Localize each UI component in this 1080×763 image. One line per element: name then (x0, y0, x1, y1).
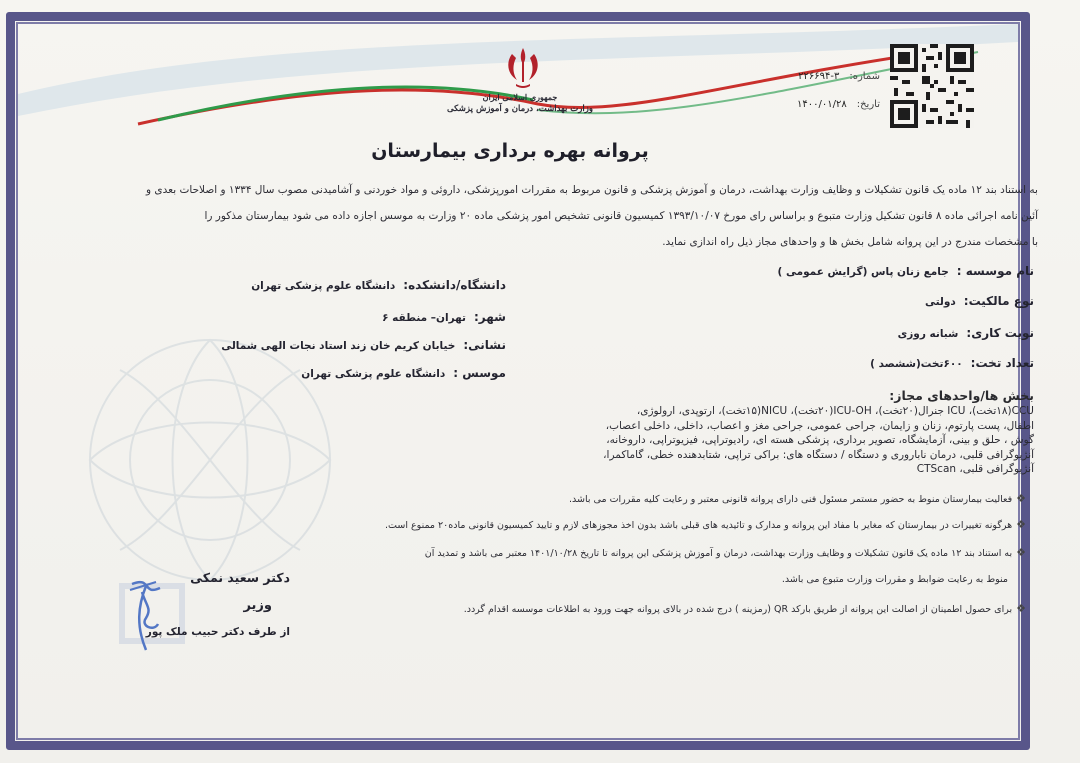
country-name: جمهوری اسلامی ایران (482, 92, 558, 102)
note-1 (569, 492, 1026, 505)
number-row (780, 66, 880, 94)
wards-line-5: آنژیوگرافی قلبی، CTScan (916, 463, 1034, 475)
note-3-continuation: منوط به رعایت ضوابط و مقررات وزارت متبوع می باشد. (781, 574, 1008, 585)
note-3-text: به استناد بند ۱۲ ماده یک قانون تشکیلات و وظایف وزارت بهداشت، درمان و آموزش پزشکی این پروانه تا تاریخ ۱۴۰۱/۱۰/۲۸ معتبر می باشد و تمدید آن (424, 548, 1013, 559)
founder-label: موسس : (453, 366, 506, 380)
wards-line-3: گوش ، حلق و بینی، آزمایشگاه، تصویر برداری، پزشکی هسته ای، رادیوتراپی، فیزیوتراپی، داروخانه، (606, 434, 1034, 446)
bullet-icon: ❖ (1016, 602, 1026, 615)
ministry-title: وزارت بهداشت، درمان و آموزش پزشکی (447, 104, 593, 114)
note-4 (464, 602, 1026, 615)
signature-stamp-icon (112, 566, 192, 656)
wards-line-1: CCU(۱۸تخت)، ICU جنرال(۲۰تخت)، ICU-OH(۲۰تخت)، NICU(۱۵تخت)، ارتوپدی، ارولوژی، (636, 405, 1034, 417)
address-label: نشانی: (463, 338, 506, 352)
shift-label: نوبت کاری: (966, 326, 1034, 340)
ownership-field (925, 294, 1034, 308)
qr-code-icon[interactable] (890, 44, 974, 128)
wards-line-4: آنژیوگرافی قلبی، درمان ناباروری و دستگاه / دستگاه های: براکی تراپی، شتابدهنده خطی، گاماکمرا، (603, 448, 1034, 461)
document-title: پروانه بهره برداری بیمارستان (371, 140, 649, 162)
city-label: شهر: (474, 310, 506, 324)
signer-name: دکتر سعید نمکی (190, 570, 290, 585)
ownership-value: دولتی (924, 296, 956, 308)
city-value: تهران– منطقه ۶ (382, 312, 466, 324)
wards-line-2: اطفال، پست پارتوم، زنان و زایمان، جراحی عمومی، جراحی مغز و اعصاب، داخلی، داخلی اعصاب، (605, 419, 1034, 432)
shift-field (898, 326, 1034, 340)
signer-role: وزیر (243, 598, 272, 613)
intro-line-3: با مشخصات مندرج در این پروانه شامل بخش ها و واحدهای مجاز ذیل راه اندازی نماید. (662, 236, 1038, 248)
founder-value: دانشگاه علوم پزشکی تهران (301, 368, 446, 380)
university-label: دانشگاه/دانشکده: (403, 278, 506, 292)
note-2 (385, 518, 1026, 531)
note-1-text: فعالیت بیمارستان منوط به حضور مستمر مسئول فنی دارای پروانه قانونی معتبر و رعایت کلیه مقررات می باشد. (569, 494, 1013, 505)
wards-title: بخش ها/واحدهای مجاز: (889, 388, 1034, 403)
ownership-label: نوع مالکیت: (963, 294, 1034, 308)
beds-label: تعداد تخت: (970, 356, 1034, 370)
address-field (221, 338, 506, 352)
number-label: شماره: (849, 71, 880, 82)
bullet-icon: ❖ (1016, 546, 1026, 559)
shift-value: شبانه روزی (897, 328, 959, 340)
ministry-name (445, 92, 595, 114)
beds-field (870, 356, 1034, 370)
beds-value: ۶۰۰تخت(ششصد ) (870, 358, 963, 370)
intro-line-2: آئین نامه اجرائی ماده ۸ قانون تشکیل وزارت متبوع و براساس رای مورخ ۱۳۹۳/۱۰/۰۷ کمیسیون قانونی تشخیص امور پزشکی ماده ۲۰ وزارت به موسس اجازه داده می شود بیمارستان مذکور را (204, 210, 1038, 222)
intro-line-1: به استناد بند ۱۲ ماده یک قانون تشکیلات و وظایف وزارت بهداشت، درمان و آموزش پزشکی و قانون مربوط به مقررات امورپزشکی، داروئی و مواد خوردنی و آشامیدنی مصوب سال ۱۳۳۴ و اصلاحات بعدی و (146, 184, 1038, 196)
institution-value: جامع زنان پاس (گرایش عمومی ) (777, 266, 949, 278)
note-3 (425, 546, 1026, 559)
iran-emblem-icon (500, 44, 546, 90)
bullet-icon: ❖ (1016, 518, 1026, 531)
document-meta (780, 66, 880, 122)
date-value: ۱۴۰۰/۰۱/۲۸ (797, 99, 847, 110)
note-2-text: هرگونه تغییرات در بیمارستان که مغایر با مفاد این پروانه و مدارک و تائیدیه های قبلی باشد بدون اخذ مجوزهای لازم و تایید کمیسیون قانونی ماده۲۰ ممنوع است. (385, 520, 1013, 531)
founder-field (301, 366, 506, 380)
note-4-text: برای حصول اطمینان از اصالت این پروانه از طریق بارکد QR (رمزینه ) درج شده در بالای پروانه جهت ورود به اطلاعات موسسه اقدام گردد. (463, 604, 1013, 615)
wards-list (504, 404, 1034, 477)
institution-label: نام موسسه : (956, 264, 1034, 278)
city-field (382, 310, 506, 324)
university-field (251, 278, 506, 292)
number-value: ۳-۲۲۶۶۹۴ (798, 71, 840, 82)
university-value: دانشگاه علوم پزشکی تهران (251, 280, 396, 292)
institution-field (778, 264, 1034, 278)
date-row (780, 94, 880, 122)
bullet-icon: ❖ (1016, 492, 1026, 505)
signer-delegate: از طرف دکتر حبیب ملک پور (145, 626, 290, 638)
date-label: تاریخ: (856, 99, 880, 110)
address-value: خیابان کریم خان زند استاد نجات الهی شمالی (221, 340, 456, 352)
